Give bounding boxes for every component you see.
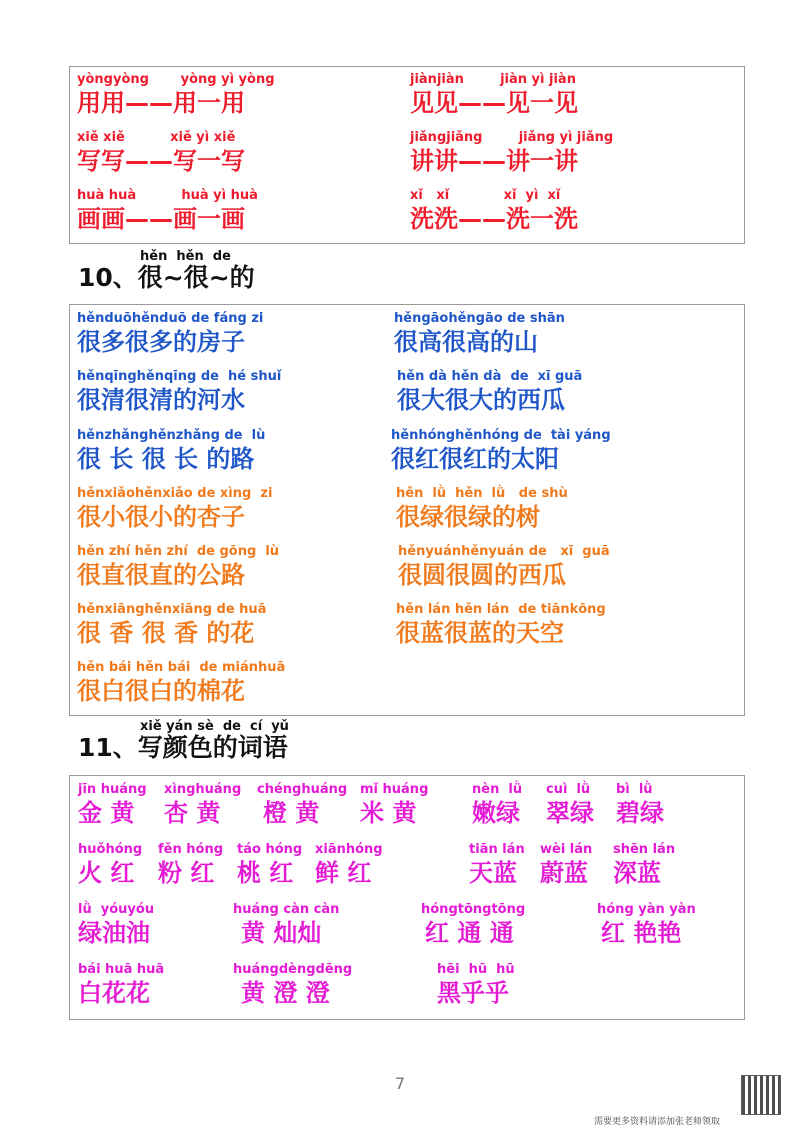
hanzi: 很大很大的西瓜: [397, 386, 565, 414]
hanzi: 白花花: [78, 979, 150, 1007]
pinyin: hěnxiǎohěnxiǎo de xìng zi: [77, 486, 273, 501]
pinyin: hěnzhǎnghěnzhǎng de lù: [77, 428, 266, 443]
section-11-heading: [78, 720, 289, 762]
heading-title: 11、写颜色的词语: [78, 733, 288, 762]
pinyin: jiànjiàn jiàn yì jiàn: [410, 72, 576, 87]
phrase-item: [77, 73, 275, 117]
hanzi: 金 黄: [78, 799, 135, 827]
hanzi: 翠绿: [546, 799, 594, 827]
pinyin: xǐ xǐ xǐ yì xǐ: [410, 188, 561, 203]
hanzi: 很绿很绿的树: [396, 503, 540, 531]
hanzi: 碧绿: [616, 799, 664, 827]
hanzi: 讲讲——讲一讲: [410, 147, 578, 175]
pinyin: hěn bái hěn bái de miánhuā: [77, 660, 286, 675]
pinyin: hěnxiānghěnxiāng de huā: [77, 602, 267, 617]
pinyin: nèn lǜ: [472, 782, 523, 797]
phrase-item: [77, 312, 263, 356]
hanzi: 黄 灿灿: [241, 919, 322, 947]
word-item: [233, 963, 352, 1007]
phrase-item: [77, 661, 285, 705]
pinyin: huángdèngdēng: [233, 962, 353, 977]
word-item: [437, 963, 515, 1007]
pinyin: wèi lán: [540, 842, 593, 857]
word-item: [546, 783, 594, 827]
pinyin: hěnqīnghěnqīng de hé shuǐ: [77, 369, 282, 384]
word-item: [78, 843, 142, 887]
pinyin: hēi hū hū: [437, 962, 515, 977]
hanzi: 橙 黄: [263, 799, 320, 827]
pinyin: xìnghuáng: [164, 782, 242, 797]
hanzi: 很红很红的太阳: [391, 445, 559, 473]
hanzi: 洗洗——洗一洗: [410, 205, 578, 233]
hanzi: 天蓝: [469, 859, 517, 887]
hanzi: 很蓝很蓝的天空: [396, 619, 564, 647]
pinyin: jiǎngjiǎng jiǎng yì jiǎng: [410, 130, 614, 145]
hanzi: 嫩绿: [472, 799, 520, 827]
word-item: [257, 783, 347, 827]
pinyin: hěn lán hěn lán de tiānkōng: [396, 602, 606, 617]
phrase-item: [394, 312, 565, 356]
hanzi: 粉 红: [158, 859, 215, 887]
pinyin: lǜ yóuyóu: [78, 902, 155, 917]
word-item: [597, 903, 696, 947]
hanzi: 红 通 通: [425, 919, 514, 947]
hanzi: 黑乎乎: [437, 979, 509, 1007]
hanzi: 很小很小的杏子: [77, 503, 245, 531]
hanzi: 很多很多的房子: [77, 328, 245, 356]
word-item: [315, 843, 383, 887]
pinyin: huáng càn càn: [233, 902, 340, 917]
phrase-item: [77, 131, 245, 175]
word-item: [613, 843, 675, 887]
footer-note: 需要更多资料请添加张老师领取: [594, 1117, 721, 1127]
qr-code-icon: [741, 1075, 781, 1115]
page-number: 7: [394, 1074, 406, 1093]
phrase-item: [77, 545, 279, 589]
pinyin: chénghuáng: [257, 782, 348, 797]
hanzi: 很白很白的棉花: [77, 677, 245, 705]
hanzi: 黄 澄 澄: [241, 979, 330, 1007]
hanzi: 很直很直的公路: [77, 561, 245, 589]
word-item: [360, 783, 428, 827]
hanzi: 很 香 很 香 的花: [77, 619, 255, 647]
hanzi: 深蓝: [613, 859, 661, 887]
phrase-item: [397, 370, 582, 414]
pinyin: huà huà huà yì huà: [77, 188, 258, 203]
hanzi: 火 红: [78, 859, 135, 887]
hanzi: 绿油油: [78, 919, 150, 947]
pinyin: tiān lán: [469, 842, 525, 857]
pinyin: hěnyuánhěnyuán de xī guā: [398, 544, 610, 559]
word-item: [469, 843, 525, 887]
pinyin: yòngyòng yòng yì yòng: [77, 72, 275, 87]
heading-pinyin: xiě yán sè de cí yǔ: [140, 719, 289, 734]
word-item: [78, 783, 147, 827]
pinyin: táo hóng: [237, 842, 303, 857]
phrase-item: [410, 131, 613, 175]
phrase-item: [398, 545, 610, 589]
word-item: [616, 783, 664, 827]
word-item: [421, 903, 525, 947]
hanzi: 用用——用一用: [77, 89, 245, 117]
pinyin: hěnduōhěnduō de fáng zi: [77, 311, 264, 326]
hanzi: 写写——写一写: [77, 147, 245, 175]
hanzi: 很高很高的山: [394, 328, 538, 356]
pinyin: huǒhóng: [78, 842, 143, 857]
hanzi: 鲜 红: [315, 859, 372, 887]
hanzi: 米 黄: [360, 799, 417, 827]
word-item: [540, 843, 592, 887]
hanzi: 桃 红: [237, 859, 294, 887]
word-item: [233, 903, 339, 947]
pinyin: bái huā huā: [78, 962, 165, 977]
hanzi: 很 长 很 长 的路: [77, 445, 255, 473]
pinyin: hěn zhí hěn zhí de gōng lù: [77, 544, 280, 559]
pinyin: shēn lán: [613, 842, 676, 857]
word-item: [78, 903, 154, 947]
section-10-heading: [78, 250, 255, 292]
pinyin: jīn huáng: [78, 782, 147, 797]
pinyin: fěn hóng: [158, 842, 223, 857]
word-item: [78, 963, 164, 1007]
pinyin: bì lǜ: [616, 782, 653, 797]
hanzi: 见见——见一见: [410, 89, 578, 117]
phrase-item: [410, 73, 578, 117]
hanzi: 画画——画一画: [77, 205, 245, 233]
word-item: [237, 843, 302, 887]
hanzi: 杏 黄: [164, 799, 221, 827]
hanzi: 红 艳艳: [601, 919, 682, 947]
pinyin: hěn lǜ hěn lǜ de shù: [396, 486, 568, 501]
hanzi: 很圆很圆的西瓜: [398, 561, 566, 589]
word-item: [158, 843, 223, 887]
pinyin: hóngtōngtōng: [421, 902, 526, 917]
phrase-item: [396, 603, 606, 647]
phrase-item: [396, 487, 568, 531]
word-item: [164, 783, 241, 827]
pinyin: cuì lǜ: [546, 782, 591, 797]
pinyin: xiānhóng: [315, 842, 383, 857]
heading-title: 10、很~很~的: [78, 263, 255, 292]
phrase-item: [391, 429, 611, 473]
phrase-item: [77, 189, 258, 233]
pinyin: hěngāohěngāo de shān: [394, 311, 565, 326]
pinyin: hěn dà hěn dà de xī guā: [397, 369, 583, 384]
hanzi: 蔚蓝: [540, 859, 588, 887]
phrase-item: [77, 487, 272, 531]
phrase-item: [410, 189, 578, 233]
pinyin: xiě xiě xiě yì xiě: [77, 130, 236, 145]
phrase-item: [77, 370, 281, 414]
word-item: [472, 783, 522, 827]
heading-pinyin: hěn hěn de: [140, 249, 231, 264]
pinyin: hěnhónghěnhóng de tài yáng: [391, 428, 611, 443]
pinyin: hóng yàn yàn: [597, 902, 696, 917]
pinyin: mǐ huáng: [360, 782, 429, 797]
phrase-item: [77, 603, 266, 647]
hanzi: 很清很清的河水: [77, 386, 245, 414]
phrase-item: [77, 429, 265, 473]
